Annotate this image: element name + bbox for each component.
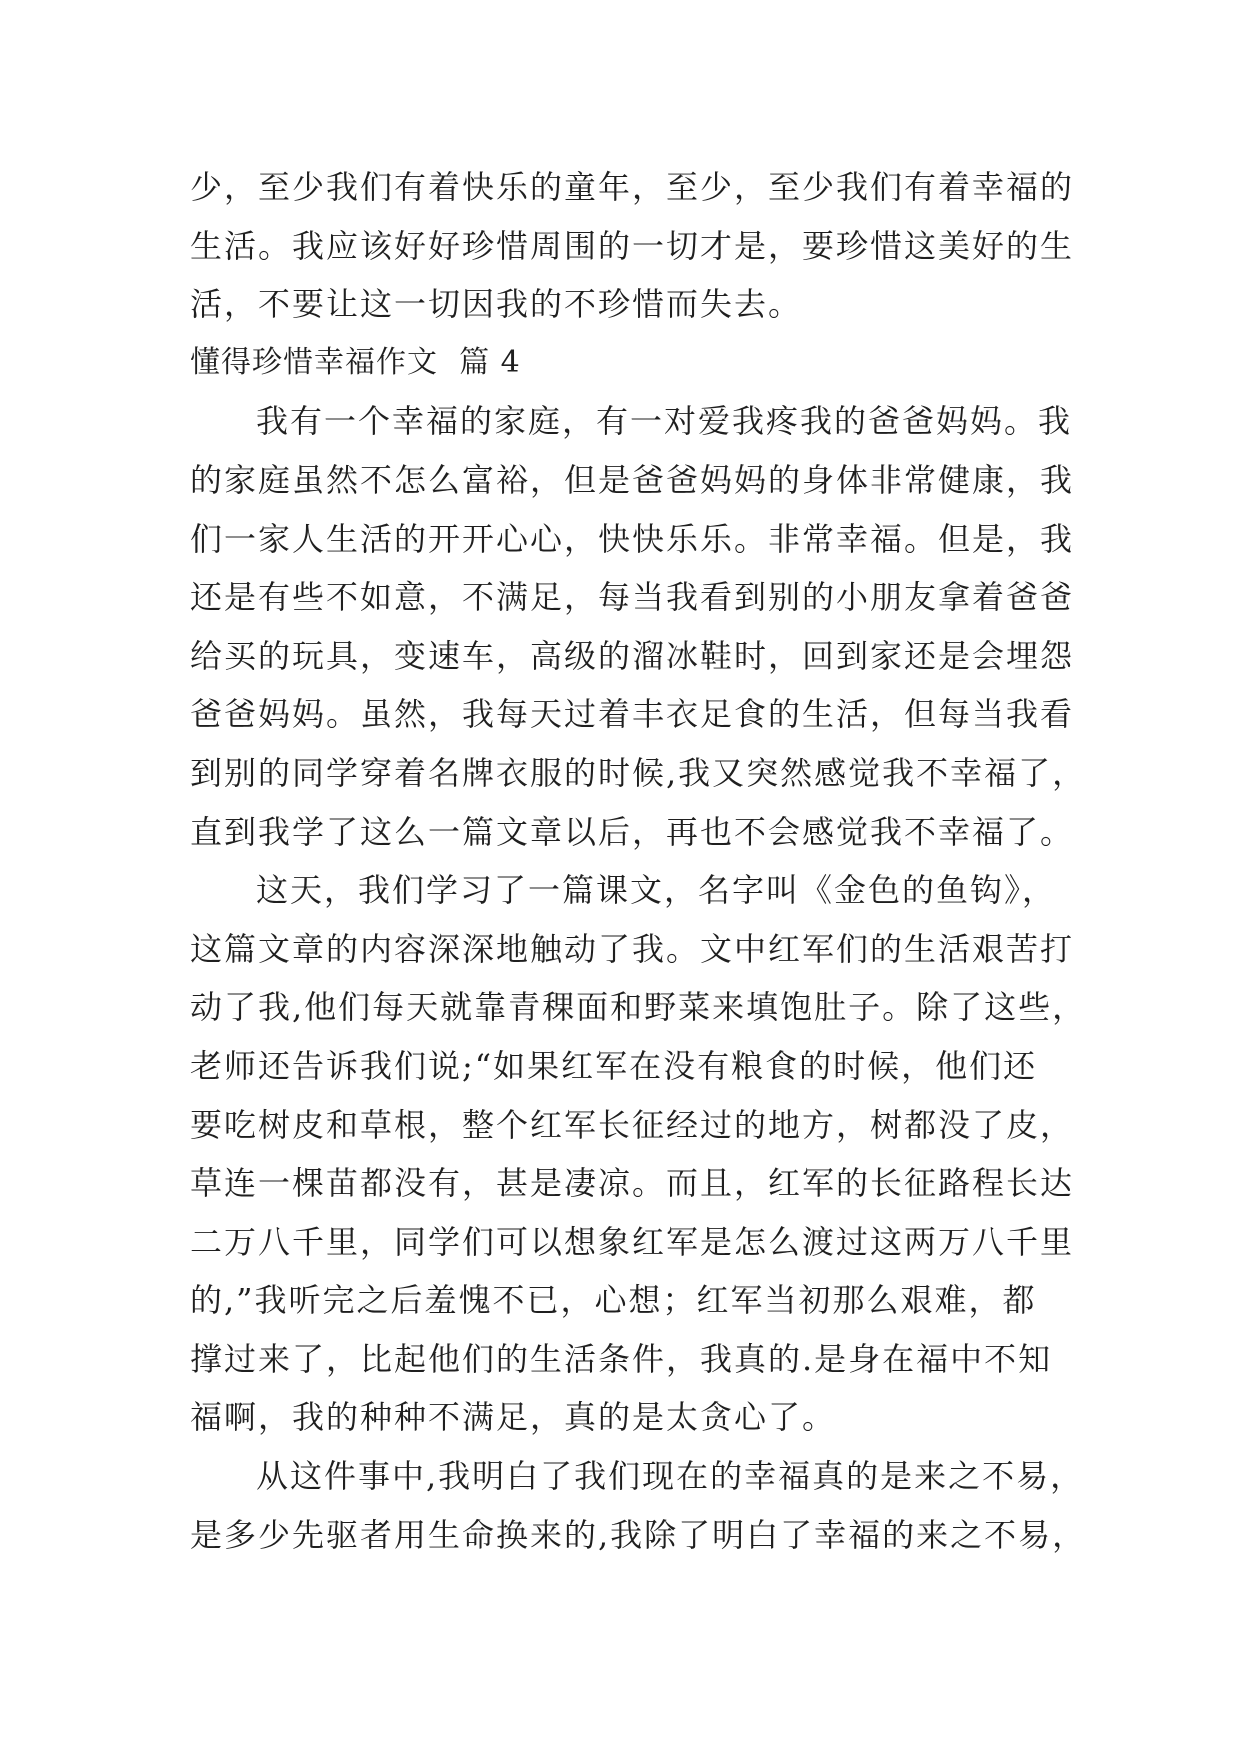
text-line: 动了我,他们每天就靠青稞面和野菜来填饱肚子。除了这些，	[190, 988, 1087, 1027]
text-line: 生活。我应该好好珍惜周围的一切才是，要珍惜这美好的生	[190, 226, 1075, 265]
section-heading: 懂得珍惜幸福作文 篇 4	[190, 344, 521, 380]
text-line: 爸爸妈妈。虽然，我每天过着丰衣足食的生活，但每当我看	[190, 695, 1075, 734]
text-line: 撑过来了，比起他们的生活条件，我真的.是身在福中不知	[190, 1339, 1053, 1378]
text-line: 活，不要让这一切因我的不珍惜而失去。	[190, 285, 803, 324]
text-line: 的家庭虽然不怎么富裕，但是爸爸妈妈的身体非常健康，我	[190, 460, 1075, 499]
text-line: 们一家人生活的开开心心，快快乐乐。非常幸福。但是，我	[190, 519, 1075, 558]
text-line: 这篇文章的内容深深地触动了我。文中红军们的生活艰苦打	[190, 929, 1075, 968]
text-line: 老师还告诉我们说;“如果红军在没有粮食的时候，他们还	[190, 1046, 1038, 1085]
text-line: 二万八千里，同学们可以想象红军是怎么渡过这两万八千里	[190, 1222, 1075, 1261]
text-line: 福啊，我的种种不满足，真的是太贪心了。	[190, 1398, 837, 1437]
document-body	[190, 158, 1087, 1564]
text-line: 这天，我们学习了一篇课文，名字叫《金色的鱼钩》，	[256, 871, 1057, 910]
text-line: 直到我学了这么一篇文章以后，再也不会感觉我不幸福了。	[190, 812, 1075, 851]
text-line: 从这件事中,我明白了我们现在的幸福真的是来之不易，	[256, 1457, 1085, 1496]
text-line: 的,”我听完之后羞愧不已，心想；红军当初那么艰难，都	[190, 1281, 1037, 1320]
paragraph	[190, 1447, 1087, 1564]
paragraph	[190, 392, 1087, 861]
text-line: 要吃树皮和草根，整个红军长征经过的地方，树都没了皮，	[190, 1105, 1075, 1144]
text-line: 还是有些不如意，不满足，每当我看到别的小朋友拿着爸爸	[190, 578, 1075, 617]
text-line: 草连一棵苗都没有，甚是凄凉。而且，红军的长征路程长达	[190, 1164, 1075, 1203]
text-line: 少，至少我们有着快乐的童年，至少，至少我们有着幸福的	[190, 168, 1075, 206]
text-line: 到别的同学穿着名牌衣服的时候,我又突然感觉我不幸福了，	[190, 753, 1087, 792]
text-line: 是多少先驱者用生命换来的,我除了明白了幸福的来之不易，	[190, 1515, 1087, 1554]
paragraph	[190, 861, 1087, 1447]
text-line: 我有一个幸福的家庭，有一对爱我疼我的爸爸妈妈。我	[256, 402, 1073, 441]
text-line: 给买的玩具，变速车，高级的溜冰鞋时，回到家还是会埋怨	[190, 636, 1075, 675]
